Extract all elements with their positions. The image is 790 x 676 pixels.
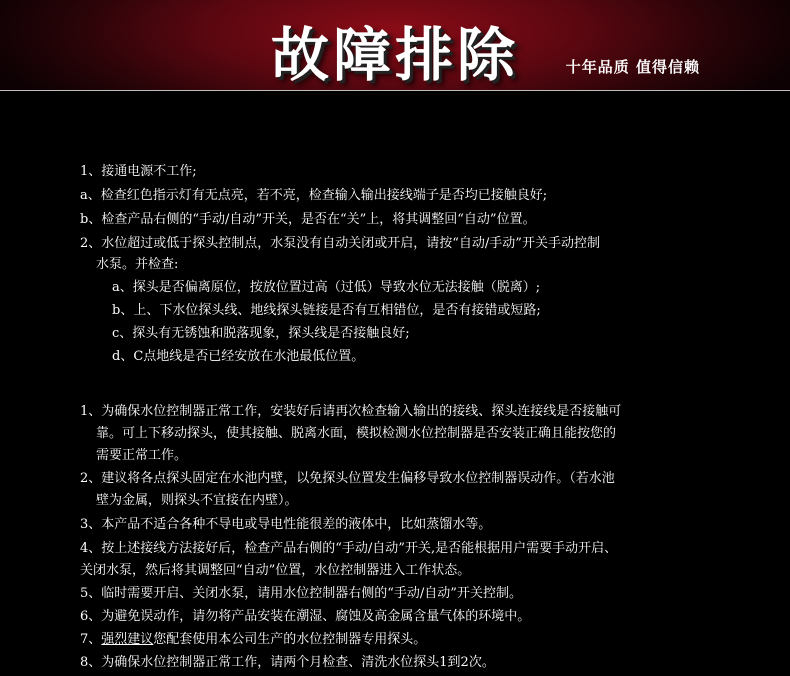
list-item: b、上、下水位探头线、地线探头链接是否有互相错位，是否有接错或短路; (112, 303, 541, 318)
list-item: b、检查产品右侧的“手动/自动”开关，是否在“关”上，将其调整回“自动”位置。 (80, 212, 536, 227)
list-item: 3、本产品不适合各种不导电或导电性能很差的液体中，比如蒸馏水等。 (80, 517, 492, 532)
header-banner (0, 0, 790, 90)
page-title: 故障排除 (270, 21, 519, 89)
list-item: 靠。可上下移动探头，使其接触、脱离水面，模拟检测水位控制器是否安装正确且能按您的 (96, 426, 617, 441)
list-item: d、C点地线是否已经安放在水池最低位置。 (112, 349, 365, 364)
list-item-number: 7、 (80, 632, 102, 647)
list-item: 水泵。并检查: (96, 257, 179, 272)
list-item: 4、按上述接线方法接好后，检查产品右侧的“手动/自动”开关,是否能根据用户需要手动开启、 (80, 541, 618, 556)
list-item (80, 628, 426, 647)
list-item: 壁为金属，则探头不宜接在内壁）。 (96, 493, 298, 508)
list-item: 2、水位超过或低于探头控制点，水泵没有自动关闭或开启，请按“自动/手动”开关手动控制 (80, 236, 600, 251)
list-item: 需要正常工作。 (96, 448, 188, 463)
list-item: 2、建议将各点探头固定在水池内壁，以免探头位置发生偏移导致水位控制器误动作。（若水池 (80, 471, 615, 486)
list-item-text: 您配套使用本公司生产的水位控制器专用探头。 (153, 632, 427, 647)
list-item: 8、为确保水位控制器正常工作，请两个月检查、清洗水位探头1到2次。 (80, 655, 495, 670)
list-item: 6、为避免误动作，请勿将产品安装在潮湿、腐蚀及高金属含量气体的环境中。 (80, 609, 531, 624)
header-divider (0, 90, 790, 91)
emphasis-text: 强烈建议 (101, 632, 154, 647)
list-item: a、探头是否偏离原位，按放位置过高（过低）导致水位无法接触（脱离）; (112, 280, 541, 295)
list-item: c、探头有无锈蚀和脱落现象，探头线是否接触良好; (112, 326, 410, 341)
list-item: 5、临时需要开启、关闭水泵，请用水位控制器右侧的“手动/自动”开关控制。 (80, 586, 522, 601)
header-slogan: 十年品质 值得信赖 (565, 58, 700, 76)
list-item: 1、为确保水位控制器正常工作，安装好后请再次检查输入输出的接线、探头连接线是否接触可 (80, 404, 622, 419)
list-item: 关闭水泵，然后将其调整回“自动”位置，水位控制器进入工作状态。 (80, 563, 471, 578)
list-item: a、检查红色指示灯有无点亮，若不亮，检查输入输出接线端子是否均已接触良好; (80, 188, 548, 203)
list-item: 1、接通电源不工作; (80, 164, 197, 179)
